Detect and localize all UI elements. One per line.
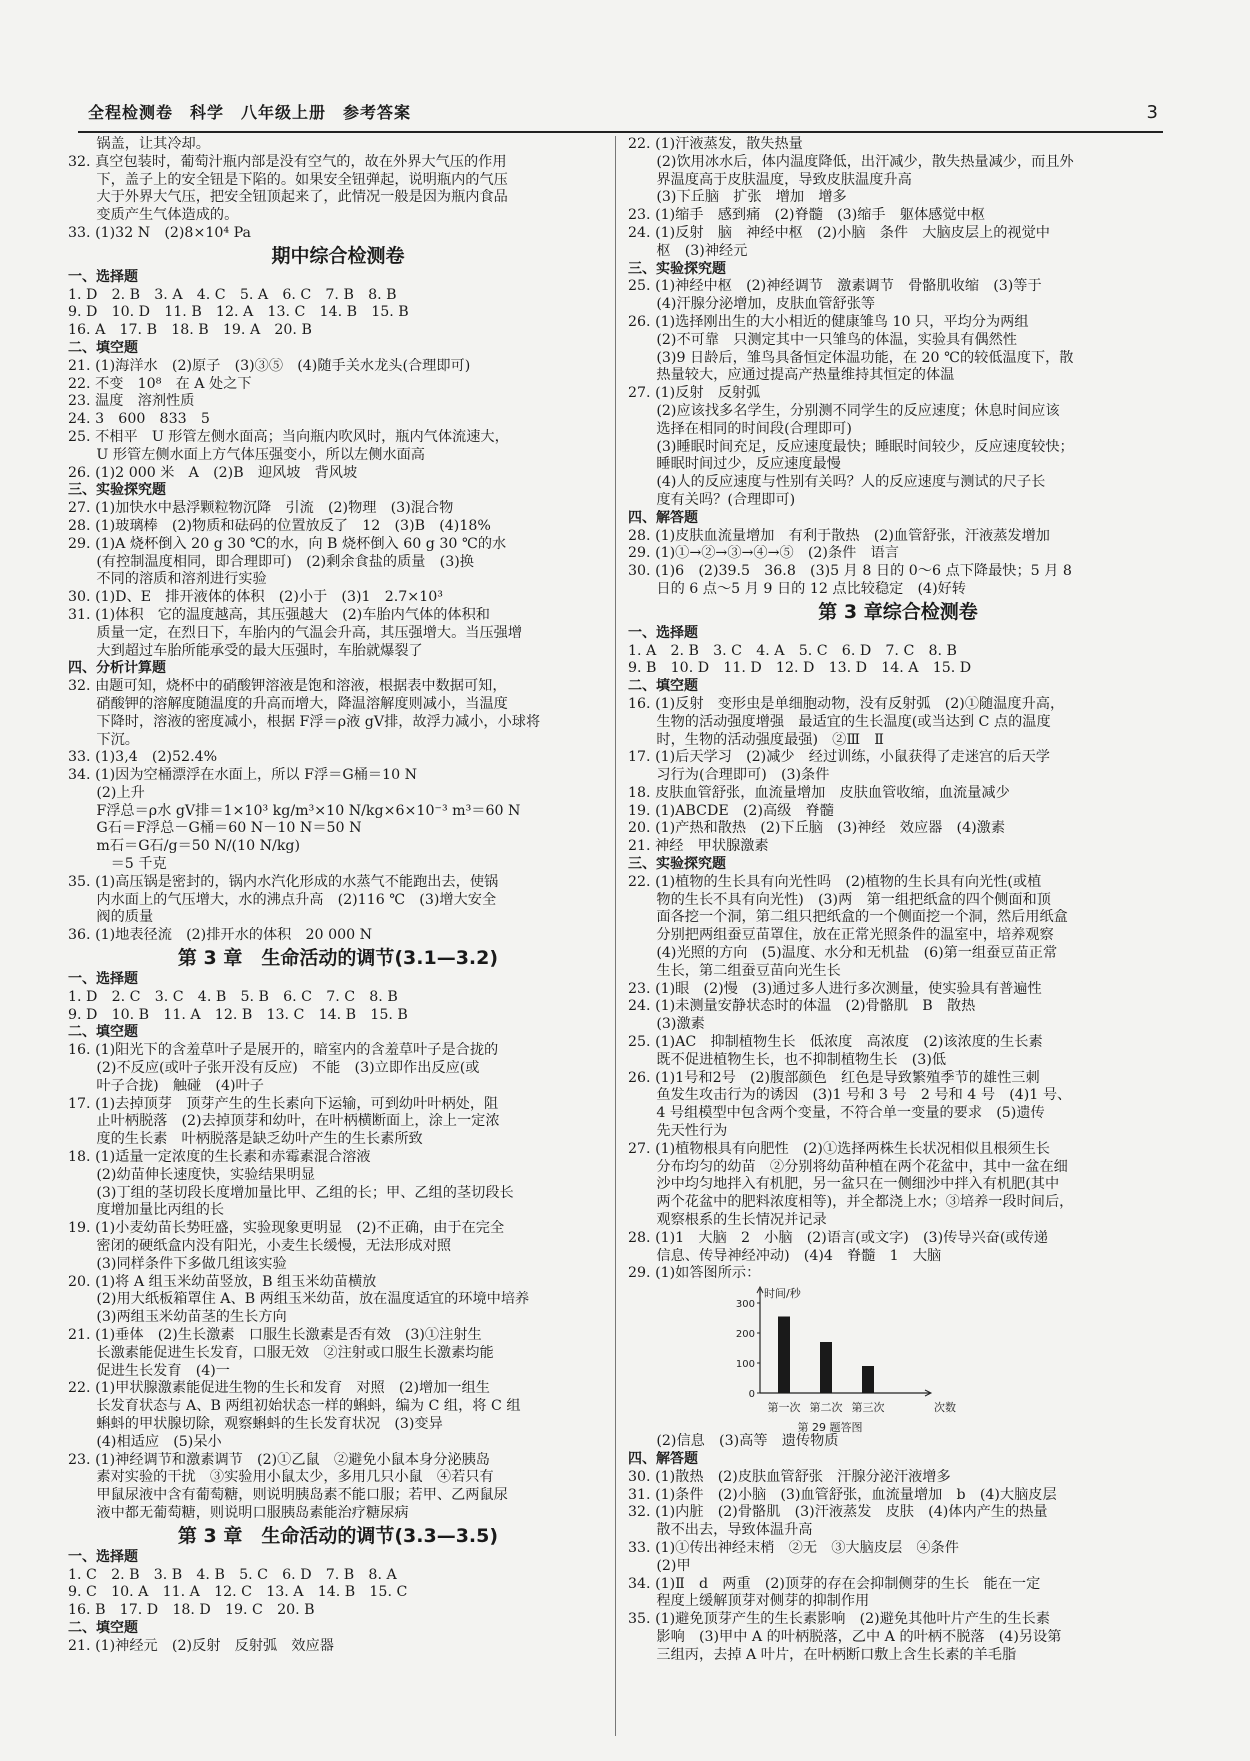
chart-svg (718, 1283, 978, 1433)
bar (778, 1317, 790, 1394)
answer-line: 19. (1)ABCDE (2)高级 脊髓 (628, 802, 834, 819)
y-tick-label: 200 (735, 1329, 755, 1341)
answer-line: (2)应该找多名学生，分别测不同学生的反应速度；休息时间应该 (628, 402, 1060, 419)
answer-line: 9. D 10. D 11. B 12. A 13. C 14. B 15. B (68, 304, 409, 321)
answer-line: 30. (1)散热 (2)皮肤血管舒张 汗腺分泌汗液增多 (628, 1468, 951, 1485)
answer-line: 睡眠时间过少，反应速度最慢 (628, 456, 841, 473)
subsection-heading: 一、选择题 (68, 971, 138, 988)
answer-line: (有控制温度相同，即合理即可) (2)剩余食盐的质量 (3)换 (68, 553, 474, 570)
answer-line: 热量较大，应通过提高产热量维持其恒定的体温 (628, 367, 955, 384)
answer-line: 20. (1)产热和散热 (2)下丘脑 (3)神经 效应器 (4)激素 (628, 820, 1006, 837)
answer-line: 蝌蚪的甲状腺切除，观察蝌蚪的生长发育状况 (3)变异 (68, 1415, 443, 1432)
answer-line: 16. (1)反射 变形虫是单细胞动物，没有反射弧 (2)①随温度升高， (628, 695, 1065, 712)
answer-line: 枢 (3)神经元 (628, 242, 748, 259)
answer-line: 22. (1)甲状腺激素能促进生物的生长和发育 对照 (2)增加一组生 (68, 1380, 490, 1397)
answer-line: 31. (1)体积 它的温度越高，其压强越大 (2)车胎内气体的体积和 (68, 606, 490, 623)
answer-line: 23. (1)眼 (2)慢 (3)通过多人进行多次测量，使实验具有普遍性 (628, 980, 1042, 997)
answer-line: 选择在相同的时间段(合理即可) (628, 420, 852, 437)
answer-line: 面各挖一个洞，第二组只把纸盒的一个侧面挖一个洞，然后用纸盒 (628, 909, 1068, 926)
x-tick-label: 第一次 (767, 1401, 801, 1415)
y-tick-label: 100 (735, 1359, 755, 1371)
answer-line: 26. (1)1号和2号 (2)腹部颜色 红色是导致繁殖季节的雄性三刺 (628, 1069, 1040, 1086)
page-header (78, 100, 1158, 126)
answer-line: 25. 不相平 U 形管左侧水面高；当向瓶内吹风时，瓶内气体流速大， (68, 428, 509, 445)
answer-line: 生长，第二组蚕豆苗向光生长 (628, 962, 841, 979)
answer-line: (2)不可靠 只测定其中一只雏鸟的体温，实验具有偶然性 (628, 331, 1017, 348)
subsection-heading: 四、分析计算题 (68, 660, 166, 677)
answer-line: 1. C 2. B 3. B 4. B 5. C 6. D 7. B 8. A (68, 1566, 397, 1583)
subsection-heading: 二、填空题 (68, 339, 138, 356)
answer-line: 硝酸钾的溶解度随温度的升高而增大，降温溶解度则减小，当温度 (68, 695, 508, 712)
answer-line: 9. D 10. B 11. A 12. B 13. C 14. B 15. B (68, 1006, 408, 1023)
answer-line: ＝5 千克 (68, 856, 167, 873)
answer-line: G石＝F浮总－G桶＝60 N－10 N＝50 N (68, 820, 362, 837)
answer-line: 促进生长发育 (4)一 (68, 1362, 230, 1379)
answer-line: 23. (1)缩手 感到痛 (2)脊髓 (3)缩手 躯体感觉中枢 (628, 207, 985, 224)
answer-line: (3)激素 (628, 1016, 705, 1033)
answer-line: (3)9 日龄后，雏鸟具备恒定体温功能，在 20 ℃的较低温度下，散 (628, 349, 1074, 366)
answer-line: F浮总＝ρ水 gV排＝1×10³ kg/m³×10 N/kg×6×10⁻³ m³＝60 N (68, 802, 521, 819)
answer-line: 33. (1)①传出神经末梢 ②无 ③大脑皮层 ④条件 (628, 1539, 959, 1556)
answer-line: (3)睡眠时间充足，反应速度最快；睡眠时间较少，反应速度较快； (628, 438, 1074, 455)
subsection-heading: 一、选择题 (628, 624, 698, 641)
answer-line: 止叶柄脱落 (2)去掉顶芽和幼叶，在叶柄横断面上，涂上一定浓 (68, 1113, 500, 1130)
answer-line: (2)信息 (3)高等 遗传物质 (628, 1433, 839, 1450)
y-tick-label: 0 (748, 1389, 755, 1401)
answer-line: 33. (1)32 N (2)8×10⁴ Pa (68, 224, 251, 241)
answer-line: 质量一定，在烈日下，车胎内的气温会升高，其压强增大。当压强增 (68, 624, 523, 641)
answer-line: 32. (1)内脏 (2)骨骼肌 (3)汗液蒸发 皮肤 (4)体内产生的热量 (628, 1504, 1048, 1521)
answer-line: 阀的质量 (68, 909, 154, 926)
subsection-heading: 一、选择题 (68, 268, 138, 285)
subsection-heading: 三、实验探究题 (68, 482, 166, 499)
answer-line: 16. B 17. D 18. D 19. C 20. B (68, 1602, 315, 1619)
answer-line: 物的生长不具有向光性) (3)两 第一组把纸盒的四个侧面和顶 (628, 891, 1051, 908)
answer-line: (3)两组玉米幼苗茎的生长方向 (68, 1309, 287, 1326)
answer-line: (2)用大纸板箱罩住 A、B 两组玉米幼苗，放在温度适宜的环境中培养 (68, 1291, 530, 1308)
answer-line: 25. (1)AC 抑制植物生长 低浓度 高浓度 (2)该浓度的生长素 (628, 1034, 1043, 1051)
answer-line: 大到超过车胎所能承受的最大压强时，车胎就爆裂了 (68, 642, 423, 659)
answer-line: 日的 6 点～5 月 9 日的 12 点比较稳定 (4)好转 (628, 580, 966, 597)
answer-line: 界温度高于皮肤温度，导致皮肤温度升高 (628, 171, 912, 188)
answer-line: 21. (1)神经元 (2)反射 反射弧 效应器 (68, 1637, 334, 1654)
answer-line: (3)丁组的茎切段长度增加量比甲、乙组的长；甲、乙组的茎切段长 (68, 1184, 514, 1201)
answer-line: (4)相适应 (5)呆小 (68, 1433, 222, 1450)
x-tick-label: 第二次 (809, 1401, 843, 1415)
answer-line: 34. (1)因为空桶漂浮在水面上，所以 F浮＝G桶＝10 N (68, 767, 418, 784)
answer-line: 分别把两组蚕豆苗罩住，放在正常光照条件的温室中，培养观察 (628, 927, 1054, 944)
answer-line: 1. A 2. B 3. C 4. A 5. C 6. D 7. C 8. B (628, 642, 957, 659)
answer-line: 22. (1)汗液蒸发，散失热量 (628, 136, 803, 152)
answer-line: (4)汗腺分泌增加，皮肤血管舒张等 (628, 296, 876, 313)
answer-line: 锅盖，让其冷却。 (68, 136, 210, 152)
answer-line: 信息、传导神经冲动) (4)4 脊髓 1 大脑 (628, 1247, 942, 1264)
answer-line: 36. (1)地表径流 (2)排开水的体积 20 000 N (68, 927, 373, 944)
subsection-heading: 四、解答题 (628, 1451, 698, 1467)
answer-line: 液中都无葡萄糖，则说明口服胰岛素能治疗糖尿病 (68, 1504, 409, 1521)
answer-line: 4 号组模型中包含两个变量，不符合单一变量的要求 (5)遗传 (628, 1105, 1045, 1122)
answer-line: 长发育状态与 A、B 两组初始状态一样的蝌蚪，编为 C 组，将 C 组 (68, 1398, 521, 1415)
answer-line: 21. (1)垂体 (2)生长激素 口服生长激素是否有效 (3)①注射生 (68, 1327, 482, 1343)
answer-line: (3)同样条件下多做几组该实验 (68, 1255, 287, 1272)
answer-line: m石＝G石/g＝50 N/(10 N/kg) (68, 838, 301, 855)
answer-line: 习行为(合理即可) (3)条件 (628, 767, 830, 784)
answer-line: 1. D 2. B 3. A 4. C 5. A 6. C 7. B 8. B (68, 286, 397, 303)
section-title: 第 3 章 生命活动的调节(3.3—3.5) (177, 1524, 499, 1547)
answer-line: 变质产生气体造成的。 (68, 207, 239, 224)
answer-line: (4)光照的方向 (5)温度、水分和无机盐 (6)第一组蚕豆苗正常 (628, 945, 1058, 962)
answer-line: (4)人的反应速度与性别有关吗？人的反应速度与测试的尺子长 (628, 474, 1046, 491)
answer-line: 32. 由题可知，烧杯中的硝酸钾溶液是饱和溶液，根据表中数据可知， (68, 678, 507, 695)
answer-line: 29. (1)如答图所示： (628, 1265, 761, 1282)
section-title: 期中综合检测卷 (271, 244, 405, 267)
answer-line: 30. (1)D、E 排开液体的体积 (2)小于 (3)1 2.7×10³ (68, 589, 443, 606)
answer-line: 密闭的硬纸盒内没有阳光，小麦生长缓慢，无法形成对照 (68, 1238, 452, 1255)
answer-line: 22. 不变 10⁸ 在 A 处之下 (68, 375, 252, 392)
answer-line: 26. (1)2 000 米 A (2)B 迎风坡 背风坡 (68, 464, 358, 481)
answer-line: U 形管左侧水面上方气体压强变小，所以左侧水面高 (68, 446, 425, 463)
answer-line: 32. 真空包装时，葡萄汁瓶内部是没有空气的，故在外界大气压的作用 (68, 153, 507, 170)
answer-line: 21. 神经 甲状腺激素 (628, 838, 769, 855)
answer-line: 23. (1)神经调节和激素调节 (2)①乙鼠 ②避免小鼠本身分泌胰岛 (68, 1451, 490, 1468)
answer-line: 19. (1)小麦幼苗长势旺盛，实验现象更明显 (2)不正确，由于在完全 (68, 1220, 505, 1237)
answer-line: 分布均匀的幼苗 ②分别将幼苗种植在两个花盆中，其中一盆在细 (628, 1158, 1068, 1175)
answer-line: (2)甲 (628, 1557, 691, 1574)
answer-line: 叶子合拢) 触碰 (4)叶子 (68, 1077, 264, 1094)
answer-line: 16. A 17. B 18. B 19. A 20. B (68, 322, 312, 339)
answer-line: 影响 (3)甲中 A 的叶柄脱落，乙中 A 的叶柄不脱落 (4)另设第 (628, 1628, 1062, 1645)
answer-line: 29. (1)①→②→③→④→⑤ (2)条件 语言 (628, 545, 899, 562)
answer-line: 9. B 10. D 11. D 12. D 13. D 14. A 15. D (628, 660, 972, 677)
header-rule (78, 131, 1163, 133)
answer-line: 先天性行为 (628, 1123, 728, 1140)
answer-line: 鱼发生攻击行为的诱因 (3)1 号和 3 号 2 号和 4 号 (4)1 号、 (628, 1087, 1072, 1104)
answer-line: 度有关吗？(合理即可) (628, 491, 796, 508)
answer-line: 散不出去，导致体温升高 (628, 1522, 813, 1539)
q29-bar-chart (718, 1283, 1168, 1433)
answer-line: (2)幼苗伸长速度快，实验结果明显 (68, 1166, 316, 1183)
answer-line: 17. (1)后天学习 (2)减少 经过训练，小鼠获得了走迷宫的后天学 (628, 749, 1050, 766)
subsection-heading: 三、实验探究题 (628, 856, 726, 873)
answer-line: 甲鼠尿液中含有葡萄糖，则说明胰岛素不能口服；若甲、乙两鼠尿 (68, 1487, 508, 1504)
subsection-heading: 四、解答题 (628, 509, 698, 526)
answer-line: (3)下丘脑 扩张 增加 增多 (628, 189, 847, 206)
y-axis-label: 时间/秒 (764, 1287, 801, 1301)
subsection-heading: 三、实验探究题 (628, 260, 726, 277)
answer-line: 17. (1)去掉顶芽 顶芽产生的生长素向下运输，可到幼叶叶柄处，阻 (68, 1095, 499, 1112)
answer-line: 24. (1)反射 脑 神经中枢 (2)小脑 条件 大脑皮层上的视觉中 (628, 224, 1050, 241)
answer-line: 28. (1)玻璃棒 (2)物质和砝码的位置放反了 12 (3)B (4)18% (68, 517, 491, 534)
answer-line: (2)上升 (68, 784, 145, 801)
answer-line: 时，生物的活动强度最强) ②Ⅲ Ⅱ (628, 731, 884, 748)
column-divider (615, 136, 616, 1736)
subsection-heading: 二、填空题 (68, 1024, 138, 1041)
answer-line: 度增加量比丙组的长 (68, 1202, 225, 1219)
right-column-lower (628, 1433, 1168, 1664)
answer-line: 大于外界大气压，把安全钮顶起来了，此情况一般是因为瓶内食品 (68, 189, 508, 206)
left-column (68, 136, 608, 1656)
answer-line: 不同的溶质和溶剂进行实验 (68, 571, 267, 588)
answer-line: 16. (1)阳光下的含羞草叶子是展开的，暗室内的含羞草叶子是合拢的 (68, 1042, 499, 1059)
answer-line: 三组丙，去掉 A 叶片，在叶柄断口敷上含生长素的羊毛脂 (628, 1646, 1017, 1663)
subsection-heading: 二、填空题 (68, 1619, 138, 1636)
answer-line: 27. (1)反射 反射弧 (628, 385, 761, 402)
answer-line: 23. 温度 溶剂性质 (68, 393, 195, 410)
answer-line: 30. (1)6 (2)39.5 36.8 (3)5 月 8 日的 0～6 点下降最快；5 月 8 (628, 563, 1072, 580)
bar (862, 1366, 874, 1393)
answer-line: 1. D 2. C 3. C 4. B 5. B 6. C 7. C 8. B (68, 988, 398, 1005)
answer-line: 27. (1)加快水中悬浮颗粒物沉降 引流 (2)物理 (3)混合物 (68, 500, 454, 517)
subsection-heading: 二、填空题 (628, 678, 698, 695)
answer-line: 18. 皮肤血管舒张，血流量增加 皮肤血管收缩，血流量减少 (628, 784, 1010, 801)
subsection-heading: 一、选择题 (68, 1548, 138, 1565)
header-title: 全程检测卷 科学 八年级上册 参考答案 (88, 103, 412, 122)
bar (820, 1342, 832, 1393)
section-title: 第 3 章综合检测卷 (818, 600, 978, 623)
answer-line: 25. (1)神经中枢 (2)神经调节 激素调节 骨骼肌收缩 (3)等于 (628, 278, 1042, 295)
answer-line: (2)不反应(或叶子张开没有反应) 不能 (3)立即作出反应(或 (68, 1060, 480, 1077)
answer-line: 两个花盆中的肥料浓度相等)，并全都浇上水；③培养一段时间后， (628, 1194, 1074, 1211)
answer-line: 35. (1)高压锅是密封的，锅内水汽化形成的水蒸气不能跑出去，使锅 (68, 873, 499, 890)
answer-line: 观察根系的生长情况并记录 (628, 1212, 827, 1229)
answer-line: 33. (1)3,4 (2)52.4% (68, 749, 218, 766)
right-column (628, 136, 1168, 1665)
answer-line: 下降时，溶液的密度减小，根据 F浮＝ρ液 gV排，故浮力减小，小球将 (68, 713, 541, 730)
answer-line: 下，盖子上的安全钮是下陷的。如果安全钮弹起，说明瓶内的气压 (68, 171, 508, 188)
answer-line: 20. (1)将 A 组玉米幼苗竖放，B 组玉米幼苗横放 (68, 1273, 377, 1290)
section-title: 第 3 章 生命活动的调节(3.1—3.2) (177, 947, 499, 970)
answer-line: 程度上缓解顶芽对侧芽的抑制作用 (628, 1593, 870, 1610)
answer-line: 28. (1)皮肤血流量增加 有利于散热 (2)血管舒张，汗液蒸发增加 (628, 527, 1050, 544)
x-axis-label: 次数 (934, 1401, 956, 1415)
answer-line: 9. C 10. A 11. A 12. C 13. A 14. B 15. C (68, 1584, 408, 1601)
right-column-upper (628, 136, 1168, 1283)
answer-line: 21. (1)海洋水 (2)原子 (3)③⑤ (4)随手关水龙头(合理即可) (68, 357, 471, 374)
answer-line: 29. (1)A 烧杯倒入 20 g 30 ℃的水，向 B 烧杯倒入 60 g 30 ℃的水 (68, 535, 507, 552)
answer-line: 沙中均匀地拌入有机肥，另一盆只在一侧细沙中拌入有机肥(其中 (628, 1176, 1060, 1193)
answer-line: 18. (1)适量一定浓度的生长素和赤霉素混合溶液 (68, 1149, 371, 1166)
answer-line: 内水面上的气压增大，水的沸点升高 (2)116 ℃ (3)增大安全 (68, 891, 497, 908)
answer-line: 35. (1)避免顶芽产生的生长素影响 (2)避免其他叶片产生的生长素 (628, 1611, 1050, 1628)
answer-line: 既不促进植物生长，也不抑制植物生长 (3)低 (628, 1051, 947, 1068)
answer-line: 22. (1)植物的生长具有向光性吗 (2)植物的生长具有向光性(或植 (628, 873, 1042, 890)
answer-line: 度的生长素 叶柄脱落是缺乏幼叶产生的生长素所致 (68, 1131, 423, 1148)
answer-line: 27. (1)植物根具有向肥性 (2)①选择两株生长状况相似且根须生长 (628, 1140, 1050, 1157)
y-tick-label: 300 (735, 1299, 755, 1311)
x-tick-label: 第三次 (851, 1401, 885, 1415)
answer-line: 24. (1)未测量安静状态时的体温 (2)骨骼肌 B 散热 (628, 998, 976, 1015)
page-number: 3 (1146, 102, 1158, 123)
chart-caption: 第 29 题答图 (797, 1421, 863, 1434)
answer-line: 28. (1)1 大脑 2 小脑 (2)语言(或文字) (3)传导兴奋(或传递 (628, 1229, 1048, 1246)
answer-line: 生物的活动强度增强 最适宜的生长温度(或当达到 C 点的温度 (628, 713, 1051, 730)
answer-line: 24. 3 600 833 5 (68, 411, 210, 428)
answer-line: 长激素能促进生长发育，口服无效 ②注射或口服生长激素均能 (68, 1344, 494, 1361)
answer-line: (2)饮用冰水后，体内温度降低，出汗减少，散失热量减少，而且外 (628, 153, 1074, 170)
answer-line: 34. (1)Ⅱ d 两重 (2)顶芽的存在会抑制侧芽的生长 能在一定 (628, 1575, 1041, 1592)
answer-line: 31. (1)条件 (2)小脑 (3)血管舒张，血流量增加 b (4)大脑皮层 (628, 1486, 1057, 1503)
answer-line: 下沉。 (68, 731, 139, 748)
answer-line: 素对实验的干扰 ③实验用小鼠太少，多用几只小鼠 ④若只有 (68, 1469, 494, 1486)
answer-line: 26. (1)选择刚出生的大小相近的健康雏鸟 10 只，平均分为两组 (628, 313, 1029, 330)
